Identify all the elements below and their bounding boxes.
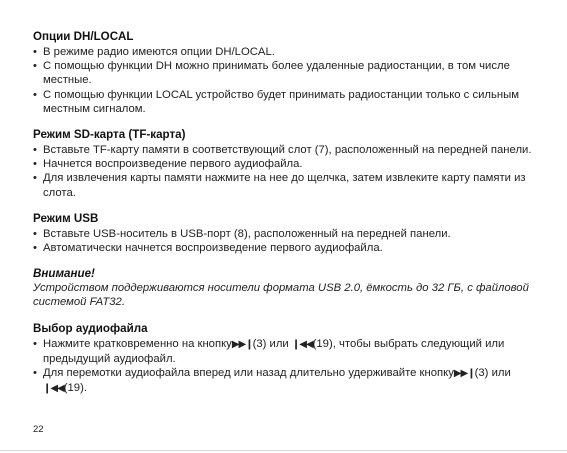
list-item: • С помощью функции LOCAL устройство будет принимать радиостанции только с сильным местным сигналом. bbox=[33, 88, 553, 116]
instruction-text: (3) или bbox=[252, 337, 292, 350]
list-item: • Для извлечения карты памяти нажмите на нее до щелчка, затем извлеките карту памяти из слота. bbox=[33, 171, 553, 199]
sd-mode-section bbox=[33, 128, 553, 200]
list-item: • В режиме радио имеются опции DH/LOCAL. bbox=[33, 45, 553, 59]
list-item bbox=[33, 337, 553, 366]
list-item: • С помощью функции DH можно принимать более удаленные радиостанции, в том числе местные. bbox=[33, 59, 553, 87]
note-section bbox=[33, 267, 553, 309]
next-track-icon: ▶▶❙ bbox=[231, 338, 253, 350]
sd-mode-heading: Режим SD-карта (TF-карта) bbox=[33, 128, 186, 142]
list-item: • Автоматически начнется воспроизведение первого аудиофайла. bbox=[33, 241, 553, 255]
sd-mode-list bbox=[33, 143, 553, 200]
list-item: • Начнется воспроизведение первого аудиофайла. bbox=[33, 157, 553, 171]
previous-track-icon: ❙◀◀ bbox=[43, 383, 64, 395]
usb-mode-heading: Режим USB bbox=[33, 211, 99, 225]
bottom-rule bbox=[0, 450, 567, 451]
instruction-text: Нажмите кратковременно на кнопку bbox=[43, 337, 232, 350]
note-heading: Внимание! bbox=[33, 267, 95, 281]
dh-local-list bbox=[33, 45, 553, 116]
instruction-text: (19). bbox=[63, 382, 87, 395]
instruction-text: (19), чтобы выбрать следующий или предыдущий аудиофайл. bbox=[43, 337, 505, 365]
dh-local-heading: Опции DH/LOCAL bbox=[33, 30, 134, 43]
usb-mode-section bbox=[33, 212, 553, 255]
list-item: • Вставьте USB-носитель в USB-порт (8), расположенный на передней панели. bbox=[33, 227, 553, 241]
note-text: Устройством поддерживаются носители формата USB 2.0, ёмкость до 32 ГБ, с файловой системой FAT32. bbox=[33, 282, 529, 309]
dh-local-section bbox=[33, 30, 553, 116]
list-item bbox=[33, 366, 553, 396]
manual-page bbox=[33, 30, 553, 408]
usb-mode-list bbox=[33, 227, 553, 255]
file-select-heading: Выбор аудиофайла bbox=[33, 321, 148, 335]
instruction-text: (3) или bbox=[474, 367, 511, 380]
instruction-text: Для перемотки аудиофайла вперед или назад длительно удерживайте кнопку bbox=[43, 367, 454, 380]
list-item: • Вставьте TF-карту памяти в соответствующий слот (7), расположенный на передней панели. bbox=[33, 143, 553, 157]
previous-track-icon: ❙◀◀ bbox=[291, 338, 313, 350]
page-number: 22 bbox=[33, 424, 44, 435]
next-track-icon: ▶▶❙ bbox=[453, 368, 475, 380]
file-select-section bbox=[33, 322, 553, 397]
file-select-list bbox=[33, 337, 553, 397]
